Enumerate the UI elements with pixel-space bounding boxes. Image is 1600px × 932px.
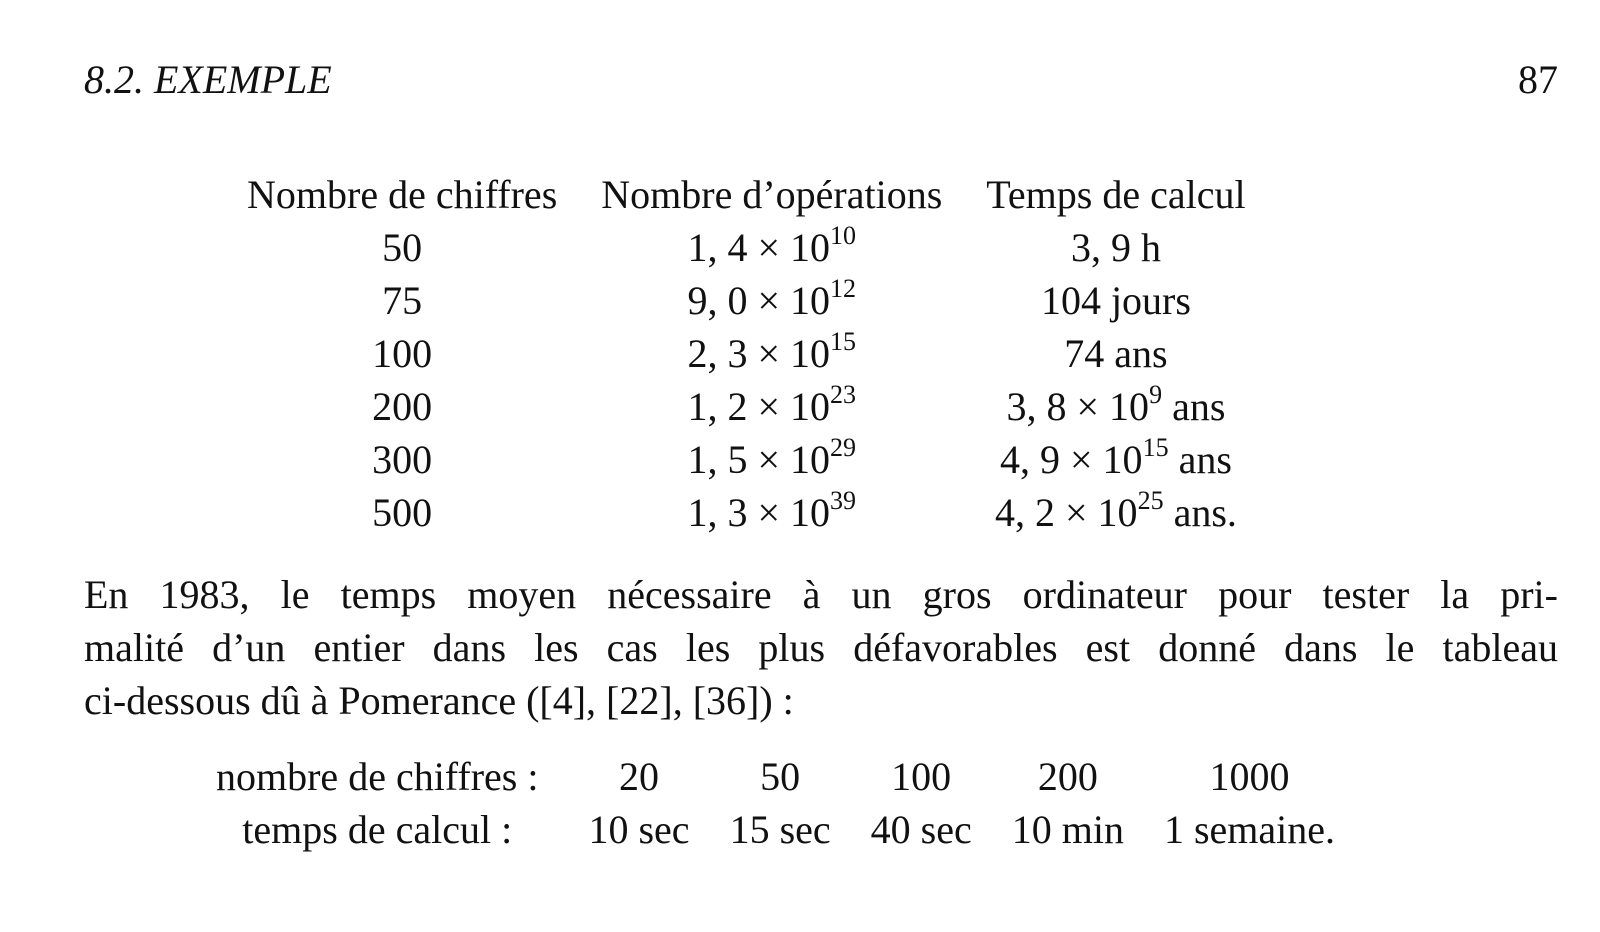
cell-time: 1 semaine.	[1163, 807, 1336, 852]
paragraph-line: malité d’un entier dans les cas les plus défavorables est donné dans le tableau	[84, 625, 1558, 670]
operations-table	[225, 168, 1268, 539]
row-label-digits: nombre de chiffres :	[216, 754, 539, 799]
cell-operations: 1, $4 \times 10^{10}$	[687, 221, 857, 270]
cell-digits: 1000	[1209, 754, 1290, 799]
cell-digits: 75	[382, 278, 423, 323]
cell-time: 3, 9 h	[1070, 225, 1161, 270]
body-paragraph	[84, 568, 1558, 727]
cell-operations: 9, $0 \times 10^{12}$	[687, 274, 857, 323]
paragraph-line: ci-dessous dû à Pomerance ([4], [22], [36]) :	[84, 678, 794, 723]
cell-digits: 200	[1037, 754, 1098, 799]
table-row	[196, 750, 1355, 803]
cell-digits: 300	[372, 437, 433, 482]
table-row	[225, 486, 1268, 539]
cell-digits: 200	[372, 384, 433, 429]
column-header-time: Temps de calcul	[986, 172, 1246, 217]
table-row	[225, 274, 1268, 327]
table-row	[196, 803, 1355, 856]
row-label-time: temps de calcul :	[242, 807, 513, 852]
cell-time: 4, $2 \times 10^{25}$ ans.	[995, 486, 1237, 535]
table-row	[225, 327, 1268, 380]
pomerance-table	[196, 750, 1355, 856]
cell-time: 10 sec	[588, 807, 690, 852]
cell-operations: 2, $3 \times 10^{15}$	[687, 327, 857, 376]
cell-time: 10 min	[1011, 807, 1124, 852]
cell-digits: 50	[382, 225, 423, 270]
cell-digits: 100	[891, 754, 952, 799]
cell-operations: 1, $5 \times 10^{29}$	[687, 433, 857, 482]
cell-operations: 1, $3 \times 10^{39}$	[687, 486, 857, 535]
cell-digits: 500	[372, 490, 433, 535]
cell-operations: 1, $2 \times 10^{23}$	[687, 380, 857, 429]
paragraph-line: En 1983, le temps moyen nécessaire à un gros ordinateur pour tester la pri-	[84, 572, 1558, 617]
cell-digits: 100	[372, 331, 433, 376]
cell-time: 104 jours	[1040, 278, 1191, 323]
table-row	[225, 380, 1268, 433]
cell-time: 15 sec	[729, 807, 831, 852]
cell-digits: 20	[619, 754, 660, 799]
cell-time: 40 sec	[870, 807, 972, 852]
table-row	[225, 433, 1268, 486]
column-header-digits: Nombre de chiffres	[247, 172, 558, 217]
cell-time: 4, $9 \times 10^{15}$ ans	[1000, 433, 1232, 482]
cell-digits: 50	[760, 754, 801, 799]
table-header-row	[225, 168, 1268, 221]
column-header-operations: Nombre d’opérations	[601, 172, 943, 217]
section-title: 8.2. EXEMPLE	[84, 57, 332, 102]
cell-time: 3, $8 \times 10^9$ ans	[1006, 380, 1226, 429]
cell-time: 74 ans	[1064, 331, 1168, 376]
page-number: 87	[1518, 57, 1558, 102]
table-row	[225, 221, 1268, 274]
